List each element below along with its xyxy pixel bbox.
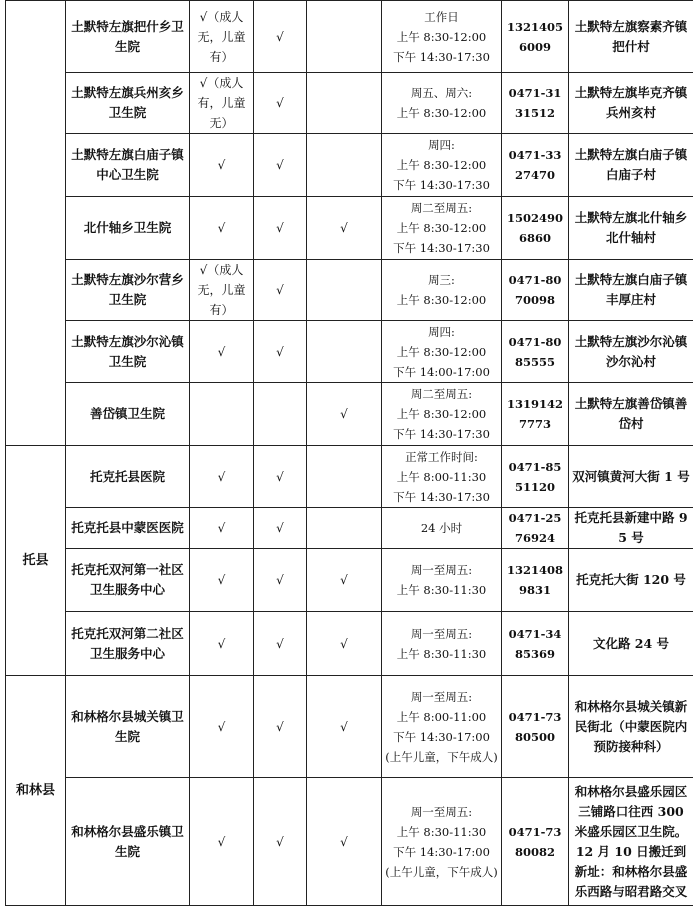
table-row: [6, 612, 694, 676]
service-mark-1: √: [190, 612, 254, 676]
clinic-name: 托克托县医院: [66, 446, 190, 508]
vaccination-sites-table-page: [5, 0, 693, 911]
phone-cell: 15024906860: [502, 197, 569, 260]
region-cell: 和林县: [6, 676, 66, 906]
hours-line: 下午 14:30-17:30: [393, 49, 490, 64]
hours-cell: [382, 612, 502, 676]
region-cell: 托县: [6, 446, 66, 676]
service-mark-1: √: [190, 321, 254, 383]
address-cell: 托克托大街 120 号: [569, 549, 694, 612]
clinic-name: 土默特左旗白庙子镇中心卫生院: [66, 134, 190, 197]
service-mark-3: √: [307, 612, 382, 676]
service-mark-1: √: [190, 549, 254, 612]
hours-cell: [382, 134, 502, 197]
service-mark-3: √: [307, 197, 382, 260]
clinic-name: 和林格尔县盛乐镇卫生院: [66, 778, 190, 906]
hours-line: 周四:: [428, 324, 455, 339]
table-row: [6, 446, 694, 508]
hours-line: 周一至周五:: [410, 804, 473, 819]
service-mark-3: √: [307, 383, 382, 446]
vaccination-sites-table: [5, 0, 693, 906]
service-mark-3: [307, 73, 382, 134]
phone-cell: 13214056009: [502, 1, 569, 73]
hours-note: (上午儿童，下午成人): [385, 864, 498, 879]
service-mark-1: √: [190, 676, 254, 778]
table-row: [6, 778, 694, 906]
hours-line: 上午 8:30-12:00: [396, 293, 487, 307]
clinic-name: 和林格尔县城关镇卫生院: [66, 676, 190, 778]
service-mark-2: √: [254, 612, 307, 676]
hours-cell: [382, 321, 502, 383]
table-row: [6, 549, 694, 612]
hours-cell: [382, 446, 502, 508]
hours-line: 上午 8:30-12:00: [396, 29, 487, 44]
hours-line: 下午 14:30-17:30: [393, 489, 490, 504]
hours-cell: [382, 549, 502, 612]
hours-cell: [382, 73, 502, 134]
service-mark-3: √: [307, 549, 382, 612]
service-mark-1: √: [190, 446, 254, 508]
hours-line: 周一至周五:: [410, 563, 473, 577]
service-mark-2: √: [254, 197, 307, 260]
service-mark-2: √: [254, 1, 307, 73]
table-row: [6, 676, 694, 778]
service-mark-2: √: [254, 676, 307, 778]
hours-line: 周二至周五:: [410, 387, 473, 401]
clinic-name: 土默特左旗沙尔沁镇卫生院: [66, 321, 190, 383]
address-cell: 土默特左旗北什轴乡北什轴村: [569, 197, 694, 260]
clinic-name: 托克托双河第一社区卫生服务中心: [66, 549, 190, 612]
phone-cell: 0471-8551120: [502, 446, 569, 508]
phone-cell: 0471-2576924: [502, 508, 569, 549]
service-mark-3: [307, 321, 382, 383]
service-mark-3: √: [307, 676, 382, 778]
address-cell: 和林格尔县城关镇新民街北（中蒙医院内预防接种科）: [569, 676, 694, 778]
hours-line: 下午 14:30-17:00: [393, 729, 490, 744]
hours-cell: [382, 260, 502, 321]
hours-line: 周二至周五:: [410, 201, 473, 215]
hours-line: 周三:: [428, 273, 455, 287]
hours-line: 下午 14:30-17:30: [393, 241, 490, 255]
clinic-name: 土默特左旗兵州亥乡卫生院: [66, 73, 190, 134]
address-cell: 双河镇黄河大街 1 号: [569, 446, 694, 508]
hours-line: 下午 14:30-17:30: [393, 427, 490, 441]
service-mark-1: √: [190, 134, 254, 197]
phone-cell: 13214089831: [502, 549, 569, 612]
hours-line: 正常工作时间:: [405, 449, 478, 464]
hours-line: 下午 14:30-17:30: [393, 178, 490, 192]
hours-line: 上午 8:30-12:00: [396, 158, 487, 172]
service-mark-1: √: [190, 778, 254, 906]
table-row: [6, 73, 694, 134]
phone-cell: 0471-7380500: [502, 676, 569, 778]
hours-note: (上午儿童，下午成人): [385, 749, 498, 764]
clinic-name: 托克托双河第二社区卫生服务中心: [66, 612, 190, 676]
service-mark-2: √: [254, 134, 307, 197]
hours-line: 上午 8:30-11:30: [396, 824, 487, 839]
address-cell: 文化路 24 号: [569, 612, 694, 676]
service-mark-2: [254, 383, 307, 446]
service-mark-2: √: [254, 73, 307, 134]
service-mark-2: √: [254, 508, 307, 549]
hours-line: 上午 8:30-11:30: [396, 583, 487, 597]
clinic-name: 北什轴乡卫生院: [66, 197, 190, 260]
service-mark-3: [307, 260, 382, 321]
table-row: [6, 260, 694, 321]
hours-line: 上午 8:30-12:00: [396, 106, 487, 120]
clinic-name: 土默特左旗把什乡卫生院: [66, 1, 190, 73]
table-row: [6, 321, 694, 383]
hours-line: 上午 8:30-12:00: [396, 407, 487, 421]
phone-cell: 0471-8085555: [502, 321, 569, 383]
service-mark-3: [307, 1, 382, 73]
hours-cell: [382, 197, 502, 260]
phone-cell: 0471-3485369: [502, 612, 569, 676]
service-mark-2: √: [254, 321, 307, 383]
service-mark-1: √（成人无，儿童有）: [190, 260, 254, 321]
hours-line: 上午 8:30-12:00: [396, 221, 487, 235]
service-mark-1: √: [190, 508, 254, 549]
hours-cell: [382, 383, 502, 446]
hours-line: 上午 8:00-11:30: [396, 469, 487, 484]
address-cell: 托克托县新建中路 95 号: [569, 508, 694, 549]
region-cell-tumote: [6, 1, 66, 446]
hours-cell: [382, 676, 502, 778]
table-row: [6, 134, 694, 197]
phone-cell: 0471-8070098: [502, 260, 569, 321]
clinic-name: 托克托县中蒙医医院: [66, 508, 190, 549]
hours-line: 上午 8:30-11:30: [396, 646, 487, 661]
service-mark-1: [190, 383, 254, 446]
service-mark-2: √: [254, 260, 307, 321]
address-cell: 和林格尔县盛乐园区三铺路口往西 300 米盛乐园区卫生院。12 月 10 日搬迁到新址：和林格尔县盛乐西路与昭君路交叉: [569, 778, 694, 906]
address-cell: 土默特左旗察素齐镇把什村: [569, 1, 694, 73]
address-cell: 土默特左旗白庙子镇白庙子村: [569, 134, 694, 197]
address-cell: 土默特左旗沙尔沁镇沙尔沁村: [569, 321, 694, 383]
table-row: [6, 508, 694, 549]
hours-line: 周一至周五:: [410, 689, 473, 704]
service-mark-3: [307, 134, 382, 197]
service-mark-2: √: [254, 549, 307, 612]
service-mark-3: [307, 508, 382, 549]
hours-line: 工作日: [424, 9, 459, 24]
service-mark-2: √: [254, 446, 307, 508]
service-mark-3: [307, 446, 382, 508]
hours-cell: [382, 778, 502, 906]
table-row: [6, 197, 694, 260]
clinic-name: 善岱镇卫生院: [66, 383, 190, 446]
table-row: [6, 383, 694, 446]
phone-cell: 0471-3131512: [502, 73, 569, 134]
hours-cell: [382, 508, 502, 549]
service-mark-1: √（成人有，儿童无）: [190, 73, 254, 134]
service-mark-1: √（成人无，儿童有）: [190, 1, 254, 73]
hours-line: 24 小时: [420, 521, 463, 535]
hours-line: 下午 14:00-17:00: [393, 364, 490, 379]
phone-cell: 0471-7380082: [502, 778, 569, 906]
hours-line: 上午 8:30-12:00: [396, 344, 487, 359]
service-mark-3: √: [307, 778, 382, 906]
phone-cell: 0471-3327470: [502, 134, 569, 197]
address-cell: 土默特左旗白庙子镇丰厚庄村: [569, 260, 694, 321]
hours-line: 下午 14:30-17:00: [393, 844, 490, 859]
phone-cell: 13191427773: [502, 383, 569, 446]
hours-cell: [382, 1, 502, 73]
hours-line: 上午 8:00-11:00: [396, 709, 487, 724]
hours-line: 周一至周五:: [410, 626, 473, 641]
clinic-name: 土默特左旗沙尔营乡卫生院: [66, 260, 190, 321]
service-mark-2: √: [254, 778, 307, 906]
address-cell: 土默特左旗毕克齐镇兵州亥村: [569, 73, 694, 134]
hours-line: 周四:: [428, 138, 455, 152]
table-row: [6, 1, 694, 73]
address-cell: 土默特左旗善岱镇善岱村: [569, 383, 694, 446]
hours-line: 周五、周六:: [410, 86, 473, 100]
service-mark-1: √: [190, 197, 254, 260]
